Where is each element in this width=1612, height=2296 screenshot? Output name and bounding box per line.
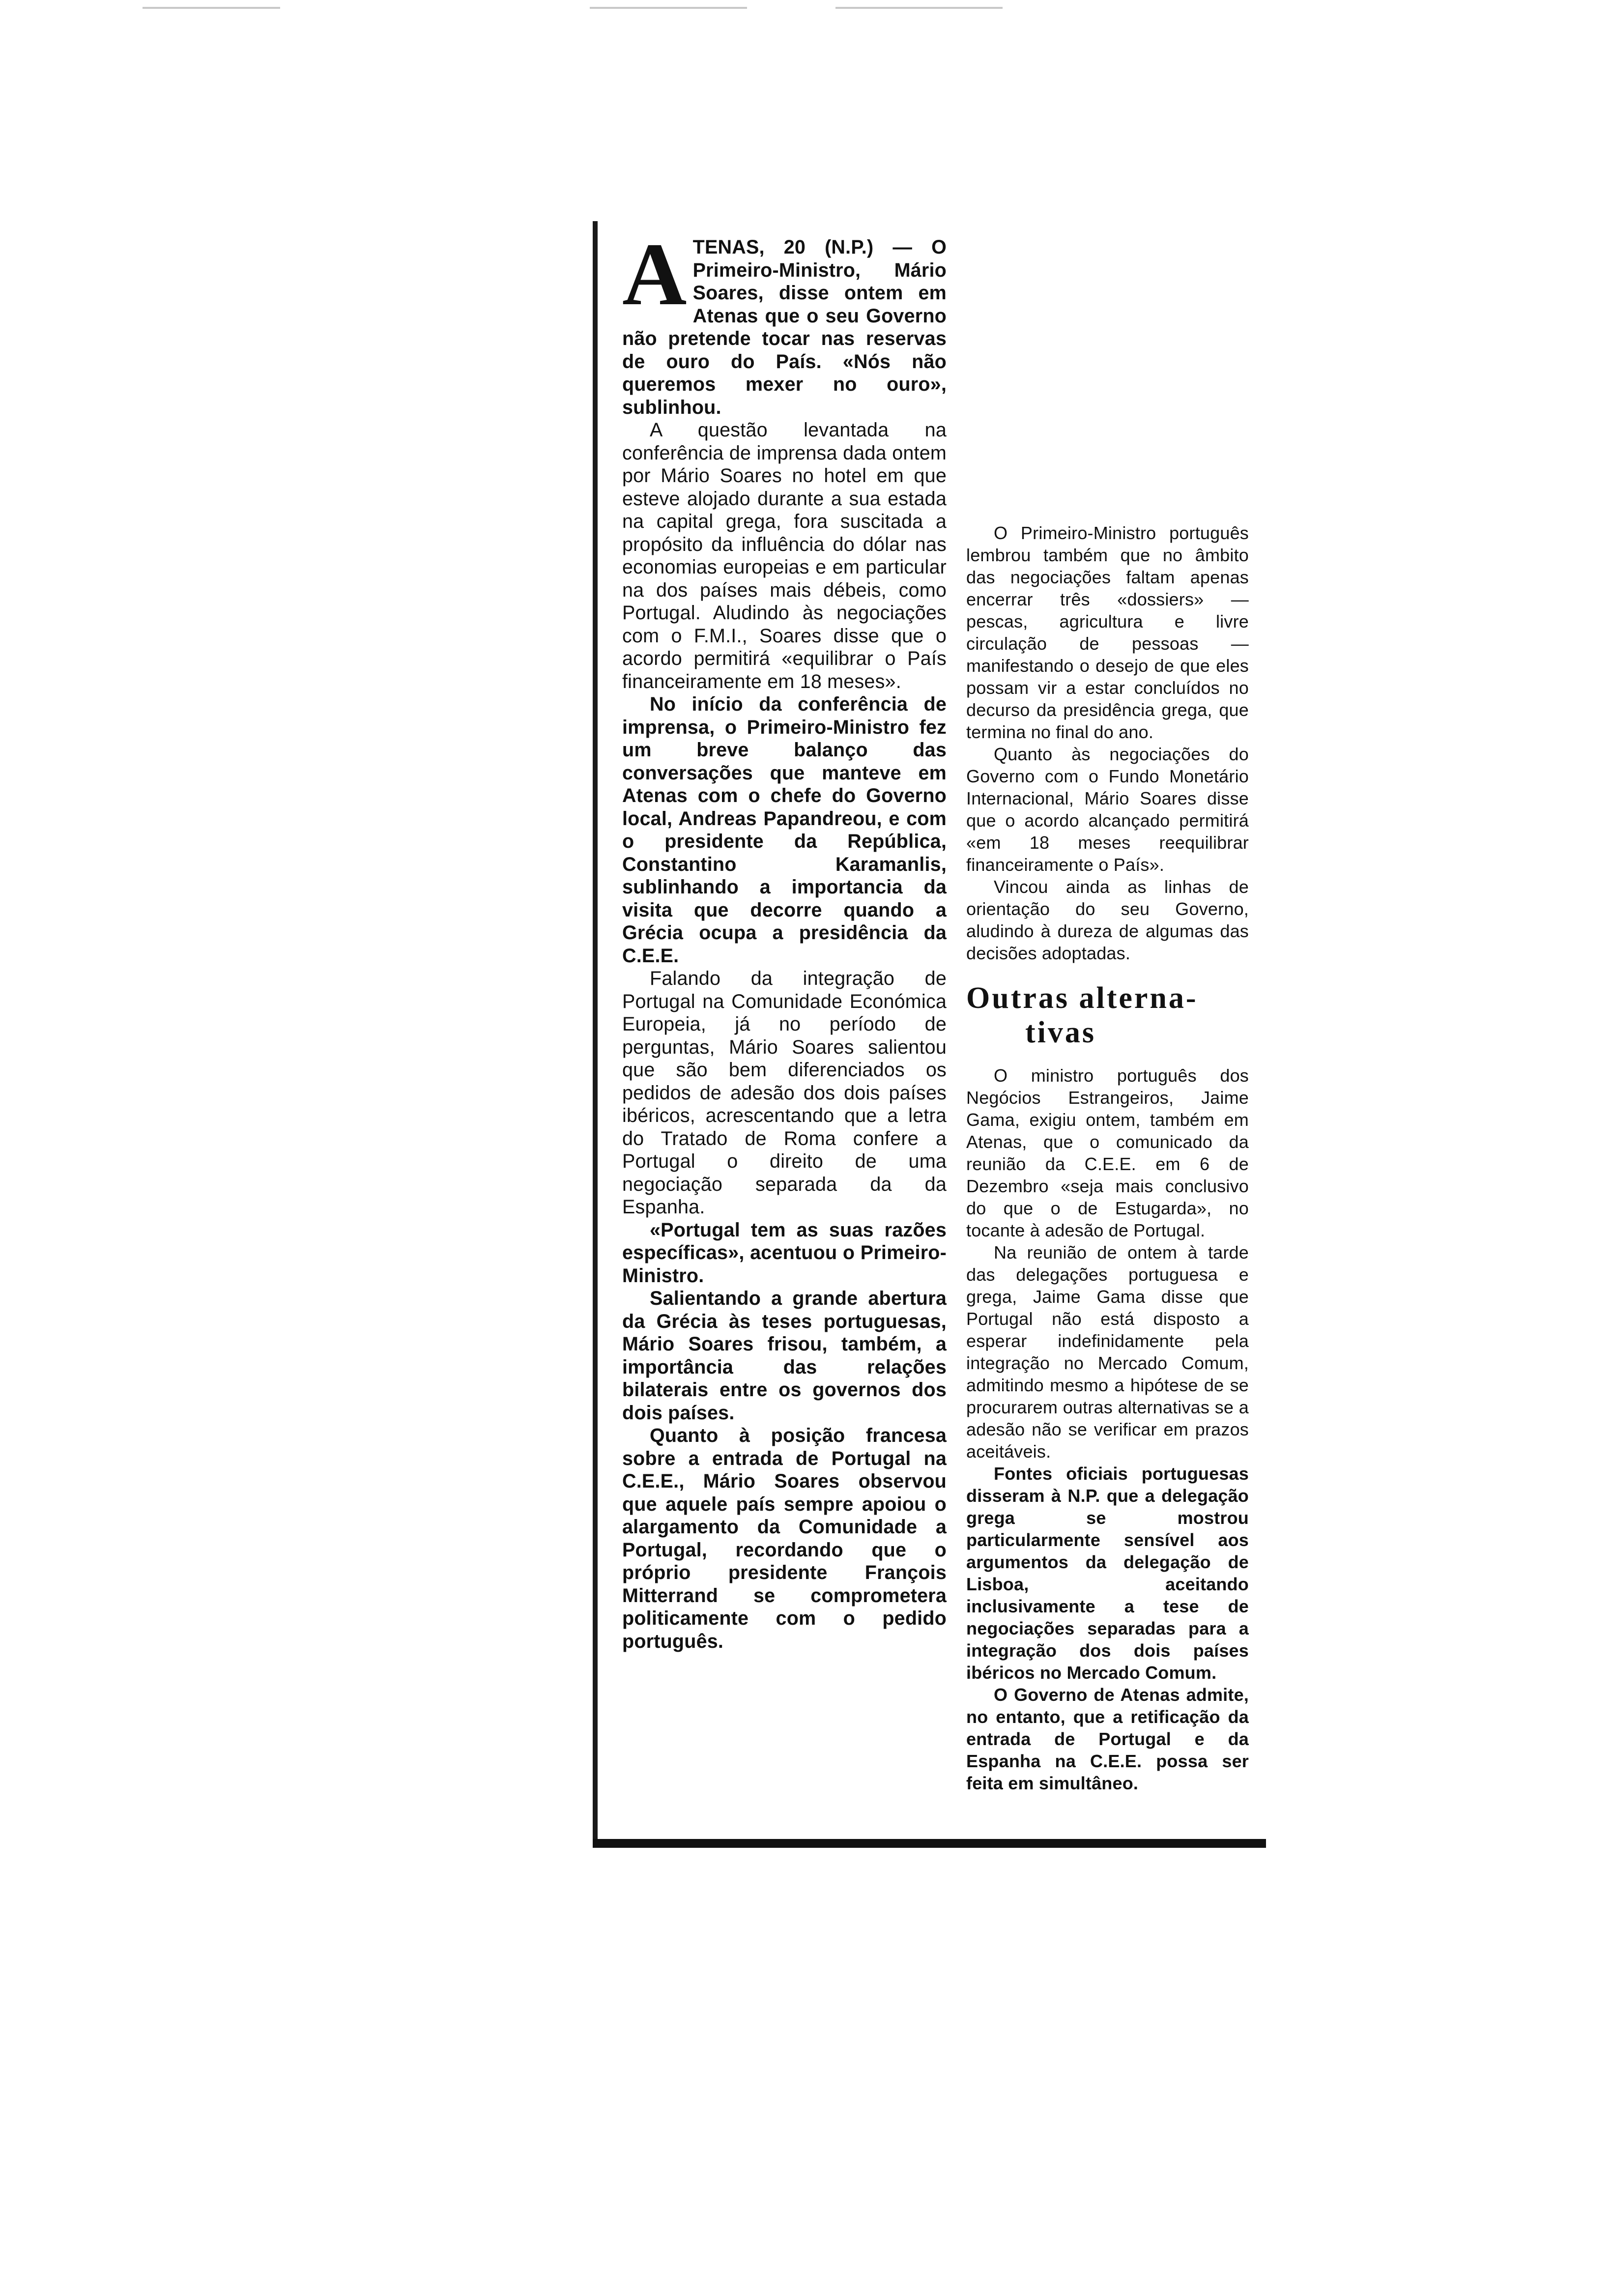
article-paragraph: No início da conferência de imprensa, o Primeiro-Ministro fez um breve balanço das conversações que manteve em Atenas com o chefe do Governo local, Andreas Papandreou, e com o presidente da República, Constantino Karamanlis, sublinhando a importancia da visita que decorre quando a Grécia ocupa a presidência da C.E.E.	[622, 693, 947, 967]
scan-edge-line	[143, 7, 280, 9]
scan-edge-line	[590, 7, 747, 9]
article-paragraph: Salientando a grande abertura da Grécia às teses portuguesas, Mário Soares frisou, também, a importância das relações bilaterais entre os governos dos dois países.	[622, 1288, 947, 1424]
newspaper-clipping	[593, 221, 1266, 1848]
article-paragraph: Fontes oficiais portuguesas disseram à N.P. que a delegação grega se mostrou particularmente sensível aos argumentos da delegação de Lisboa, aceitando inclusivamente a tese de negociações separadas para a integração dos dois países ibéricos no Mercado Comum.	[966, 1464, 1249, 1683]
lead-text: TENAS, 20 (N.P.) — O Primeiro-Ministro, Mário Soares, disse ontem em Atenas que o seu Governo não pretende tocar nas reservas de ouro do País. «Nós não queremos mexer no ouro», sublinhou.	[622, 236, 947, 418]
article-paragraph: «Portugal tem as suas razões específicas», acentuou o Primeiro-Ministro.	[622, 1219, 947, 1287]
article-column-2	[966, 522, 1249, 1794]
subheading-line-1: Outras alterna-	[966, 981, 1198, 1015]
article-paragraph: Falando da integração de Portugal na Comunidade Económica Europeia, já no período de perguntas, Mário Soares salientou que são bem diferenciados os pedidos de adesão dos dois países ibéricos, acrescentando que a letra do Tratado de Roma confere a Portugal o direito de uma negociação separada da da Espanha.	[622, 968, 947, 1218]
clipping-bottom-border	[593, 1839, 1266, 1848]
article-paragraph: O Primeiro-Ministro português lembrou também que no âmbito das negociações faltam apenas encerrar três «dossiers» — pescas, agricultura e livre circulação de pessoas — manifestando o desejo de que eles possam vir a estar concluídos no decurso da presidência grega, que termina no final do ano.	[966, 523, 1249, 742]
subheading-line-2: tivas	[1025, 1016, 1096, 1049]
article-paragraph: A questão levantada na conferência de imprensa dada ontem por Mário Soares no hotel em que esteve alojado durante a sua estada na capital grega, fora suscitada a propósito da influência do dólar nas economias europeias e em particular na dos países mais débeis, como Portugal. Aludindo às negociações com o F.M.I., Soares disse que o acordo permitirá «equilibrar o País financeiramente em 18 meses».	[622, 419, 947, 692]
article-paragraph: Quanto às negociações do Governo com o Fundo Monetário Internacional, Mário Soares disse que o acordo alcançado permitirá «em 18 meses reequilibrar financeiramente o País».	[966, 744, 1249, 875]
article-paragraph: O Governo de Atenas admite, no entanto, que a retificação da entrada de Portugal e da Espanha na C.E.E. possa ser feita em simultâneo.	[966, 1685, 1249, 1793]
lead-paragraph	[622, 225, 947, 419]
article-paragraph: Quanto à posição francesa sobre a entrada de Portugal na C.E.E., Mário Soares observou que aquele país sempre apoiou o alargamento da Comunidade a Portugal, recordando que o próprio presidente François Mitterrand se comprometera politicamente com o pedido português.	[622, 1425, 947, 1652]
scan-edge-line	[835, 7, 1003, 9]
article-column-1	[622, 225, 947, 1653]
clipping-left-border	[593, 221, 598, 1848]
article-paragraph: Vincou ainda as linhas de orientação do seu Governo, aludindo à dureza de algumas das decisões adoptadas.	[966, 877, 1249, 963]
drop-cap: A	[622, 225, 687, 324]
article-paragraph: Na reunião de ontem à tarde das delegações portuguesa e grega, Jaime Gama disse que Portugal não está disposto a esperar indefinidamente pela integração no Mercado Comum, admitindo mesmo a hipótese de se procurarem outras alternativas se a adesão não se verificar em prazos aceitáveis.	[966, 1242, 1249, 1462]
section-subheading	[966, 981, 1249, 1050]
article-paragraph: O ministro português dos Negócios Estrangeiros, Jaime Gama, exigiu ontem, também em Atenas, que o comunicado da reunião da C.E.E. em 6 de Dezembro «seja mais conclusivo do que o de Estugarda», no tocante à adesão de Portugal.	[966, 1065, 1249, 1240]
